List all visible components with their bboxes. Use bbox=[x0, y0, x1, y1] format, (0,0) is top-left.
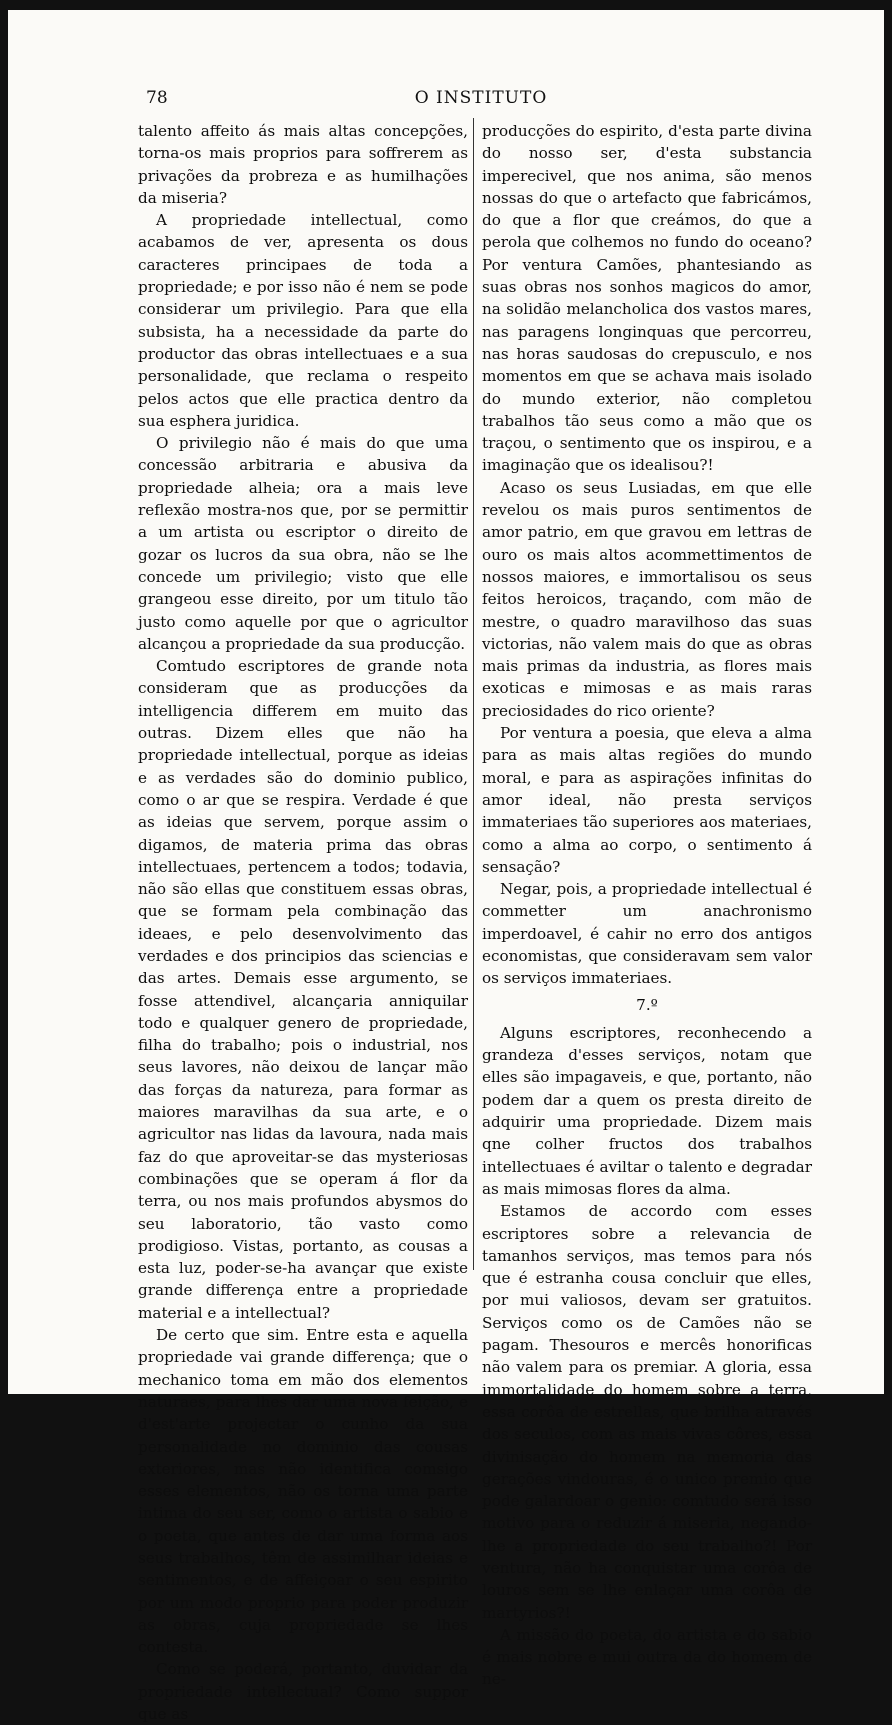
right-column bbox=[482, 120, 812, 1691]
page-number: 78 bbox=[146, 88, 168, 108]
section-heading: 7.º bbox=[636, 995, 658, 1014]
paragraph: producções do espirito, d'esta parte divina do nosso ser, d'esta substancia imperecivel, que nos anima, são menos nossas do que o artefacto que fabricámos, do que a flor que creámos, do que a perola que colhemos no fundo do oceano? Por ventura Camões, phantesiando as suas obras nos sonhos magicos do amor, na solidão melancholica dos vastos mares, nas paragens longinquas que percorreu, nas horas saudosas do crepusculo, e nos momentos em que se achava mais isolado do mundo exterior, não completou trabalhos tão seus como a mão que os traçou, o sentimento que os inspirou, e a imaginação que os idealisou?! bbox=[482, 122, 812, 475]
left-column bbox=[138, 120, 468, 1725]
paragraph: A propriedade intellectual, como acabamos de ver, apresenta os dous caracteres principaes de toda a propriedade; e por isso não é nem se pode considerar um privilegio. Para que ella subsista, ha a necessidade da parte do productor das obras intellectuaes e a sua personalidade, que reclama o respeito pelos actos que elle practica dentro da sua esphera juridica. bbox=[138, 211, 468, 430]
paragraph: Acaso os seus Lusiadas, em que elle revelou os mais puros sentimentos de amor patrio, em que gravou em lettras de ouro os mais altos acommettimentos de nossos maiores, e immortalisou os seus feitos heroicos, traçando, com mão de mestre, o quadro maravilhoso das suas victorias, não valem mais do que as obras mais primas da industria, as flores mais exoticas e mimosas e as mais raras preciosidades do rico oriente? bbox=[482, 478, 812, 720]
paragraph: Alguns escriptores, reconhecendo a grandeza d'esses serviços, notam que elles são impagaveis, e que, portanto, não podem dar a quem os presta direito de adquirir uma propriedade. Dizem mais qne colher fructos dos trabalhos intellectuaes é aviltar o talento e degradar as mais mimosas flores da alma. bbox=[482, 1023, 812, 1198]
paragraph: Negar, pois, a propriedade intellectual é commetter um anachronismo imperdoavel, é cahir no erro dos antigos economistas, que consideravam sem valor os serviços immateriaes. bbox=[482, 880, 812, 988]
paragraph: Estamos de accordo com esses escriptores sobre a relevancia de tamanhos serviços, mas temos para nós que é estranha cousa concluir que elles, por mui valiosos, devam ser gratuitos. Serviços como os de Camões não se pagam. Thesouros e mercês honorificas não valem para os premiar. A gloria, essa immortalidade do homem sobre a terra, essa corôa de estrellas, que brilha através dos seculos, com as mais vivas côres, essa divinisação do homem na memoria das gerações vindouras, é o unico premio que pode galardoar o genio: comtudo será isso motivo para o reduzir á miseria, negando-lhe a propriedade do seu trabalho?! Por ventura, não ha conquistar uma corôa de louros sem se lhe enlaçar uma corôa de martyrios?! bbox=[482, 1202, 812, 1622]
paragraph: O privilegio não é mais do que uma concessão arbitraria e abusiva da propriedade alheia; ora a mais leve reflexão mostra-nos que, por se permittir a um artista ou escriptor o direito de gozar os lucros da sua obra, não se lhe concede um privilegio; visto que elle grangeou esse direito, por um titulo tão justo como aquelle por que o agricultor alcançou a propriedade da sua producção. bbox=[138, 434, 468, 653]
paragraph: talento affeito ás mais altas concepções, torna-os mais proprios para soffrerem as privações da probreza e as humilhações da miseria? bbox=[138, 122, 468, 207]
paragraph: Por ventura a poesia, que eleva a alma para as mais altas regiões do mundo moral, e para as aspirações infinitas do amor ideal, não presta serviços immateriaes tão superiores aos materiaes, como a alma ao corpo, o sentimento á sensação? bbox=[482, 724, 812, 876]
column-divider bbox=[473, 118, 474, 1270]
paragraph: De certo que sim. Entre esta e aquella propriedade vai grande differença; que o mechanico toma em mão dos elementos naturaes, para lhes dar uma nova feição, e d'est'arte projectar o cunho da sua personalidade no dominio das cousas exteriores, mas não identifica comsigo esses elementos, não os torna uma parte intima do seu ser, como o artista o sabio e o poeta, que antes de dar uma forma aos seus trabalhos, têm de assimilhar ideias e sentimentos, e de affeiçoar o seu espirito por um modo proprio para poder produzir as obras, cuja propriedade se lhes contesta. bbox=[138, 1326, 468, 1657]
paragraph: A missão do poeta, do artista e do sabio é mais nobre e mui outra da do homem de ne- bbox=[482, 1625, 812, 1689]
running-title: O INSTITUTO bbox=[414, 88, 548, 108]
paragraph: Como se poderá, portanto, duvidar da propriedade intellectual? Como suppor que as bbox=[138, 1660, 468, 1724]
paragraph: Comtudo escriptores de grande nota consideram que as producções da intelligencia differem em muito das outras. Dizem elles que não ha propriedade intellectual, porque as ideias e as verdades são do dominio publico, como o ar que se respira. Verdade é que as ideias que servem, porque assim o digamos, de materia prima das obras intellectuaes, pertencem a todos; todavia, não são ellas que constituem essas obras, que se formam pela combinação das ideaes, e pelo desenvolvimento das verdades e dos principios das sciencias e das artes. Demais esse argumento, se fosse attendivel, alcançaria anniquilar todo e qualquer genero de propriedade, filha do trabalho; pois o industrial, nos seus lavores, não deixou de lançar mão das forças da natureza, para formar as maiores maravilhas da sua arte, e o agricultor nas lidas da lavoura, nada mais faz do que aproveitar-se das mysteriosas combinações que se operam á flor da terra, ou nos mais profundos abysmos do seu laboratorio, tão vasto como prodigioso. Vistas, portanto, as cousas a esta luz, poder-se-ha avançar que existe grande differença entre a propriedade material e a intellectual? bbox=[138, 657, 468, 1322]
page-header bbox=[146, 88, 816, 114]
